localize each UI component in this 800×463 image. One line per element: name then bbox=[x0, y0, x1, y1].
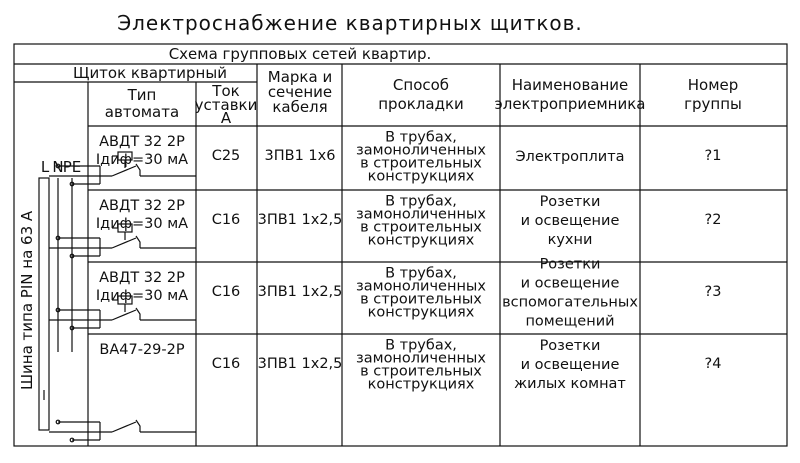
breaker-type-label: Iдиф=30 мА bbox=[95, 216, 189, 232]
laying-method: конструкциях bbox=[367, 168, 475, 185]
header-group-1: Номер bbox=[687, 76, 739, 94]
laying-method: В трубах, bbox=[385, 337, 457, 354]
receiver-name: Розетки bbox=[539, 256, 601, 273]
conductor-label-pe: PE bbox=[62, 158, 82, 176]
header-receiver-2: электроприемника bbox=[494, 95, 646, 113]
breaker-type-label: АВДТ 32 2Р bbox=[99, 270, 185, 286]
receiver-name: жилых комнат bbox=[514, 376, 626, 392]
breaker-type-label: АВДТ 32 2Р bbox=[99, 198, 185, 214]
group-number: ?1 bbox=[704, 148, 722, 164]
group-number: ?2 bbox=[704, 212, 722, 228]
scheme-title: Схема групповых сетей квартир. bbox=[168, 45, 432, 63]
contact-blade bbox=[112, 238, 136, 248]
cable-type: 3ПВ1 1х2,5 bbox=[257, 356, 343, 372]
contact-blade bbox=[112, 310, 136, 320]
receiver-name: помещений bbox=[525, 313, 615, 330]
laying-method: в строительных bbox=[360, 155, 482, 172]
group-number: ?4 bbox=[704, 356, 722, 372]
header-current-3: А bbox=[220, 109, 232, 127]
laying-method: конструкциях bbox=[367, 304, 475, 321]
cable-type: 3ПВ1 1х6 bbox=[264, 148, 336, 164]
header-cable-2: сечение bbox=[267, 83, 333, 101]
current-rating: C16 bbox=[211, 356, 241, 372]
current-rating: C25 bbox=[211, 148, 241, 164]
header-method-1: Способ bbox=[392, 76, 450, 94]
table-row bbox=[96, 257, 722, 330]
header-receiver-1: Наименование bbox=[511, 76, 629, 94]
laying-method: замоноличенных bbox=[356, 142, 486, 159]
table-row bbox=[96, 194, 722, 249]
breaker-type-label: АВДТ 32 2Р bbox=[99, 134, 185, 150]
header-current-1: Ток bbox=[212, 82, 240, 100]
receiver-name: вспомогательных bbox=[502, 294, 638, 311]
table-row bbox=[99, 338, 721, 393]
laying-method: в строительных bbox=[360, 291, 482, 308]
current-rating: C16 bbox=[211, 212, 241, 228]
busbar-label: Шина типа PIN на 63 А bbox=[18, 210, 36, 390]
laying-method: замоноличенных bbox=[356, 278, 486, 295]
laying-method: в строительных bbox=[360, 219, 482, 236]
contact-blade bbox=[112, 422, 136, 432]
header-method-2: прокладки bbox=[378, 95, 464, 113]
header-cable-3: кабеля bbox=[272, 98, 328, 116]
laying-method: В трубах, bbox=[385, 129, 457, 146]
laying-method: в строительных bbox=[360, 363, 482, 380]
laying-method: конструкциях bbox=[367, 376, 475, 393]
breaker-symbol bbox=[49, 420, 196, 442]
drawing-title: Электроснабжение квартирных щитков. bbox=[117, 11, 583, 35]
laying-method: В трубах, bbox=[385, 265, 457, 282]
laying-method: В трубах, bbox=[385, 193, 457, 210]
cable-type: 3ПВ1 1х2,5 bbox=[257, 212, 343, 228]
receiver-name: Электроплита bbox=[515, 149, 625, 165]
receiver-name: и освещение bbox=[520, 213, 620, 229]
current-rating: C16 bbox=[211, 284, 241, 300]
table-rows bbox=[96, 130, 722, 393]
receiver-name: и освещение bbox=[520, 357, 620, 373]
group-number: ?3 bbox=[704, 284, 722, 300]
cable-type: 3ПВ1 1х2,5 bbox=[257, 284, 343, 300]
receiver-name: Розетки bbox=[539, 338, 601, 354]
header-cable-1: Марка и bbox=[267, 68, 333, 86]
panel-label: Щиток квартирный bbox=[73, 64, 227, 82]
contact-hook bbox=[136, 420, 140, 432]
busbar-wiring bbox=[39, 178, 72, 430]
conductor-label-n: N bbox=[52, 158, 64, 176]
receiver-name: и освещение bbox=[520, 275, 620, 292]
breaker-type-label: Iдиф=30 мА bbox=[95, 152, 189, 168]
laying-method: замоноличенных bbox=[356, 206, 486, 223]
conductor-label-l: L bbox=[40, 158, 50, 176]
contact-hook bbox=[136, 308, 140, 320]
laying-method: конструкциях bbox=[367, 232, 475, 249]
breaker-type-label: ВА47-29-2Р bbox=[99, 342, 185, 358]
laying-method: замоноличенных bbox=[356, 350, 486, 367]
receiver-name: Розетки bbox=[539, 194, 601, 210]
receiver-name: кухни bbox=[547, 232, 593, 248]
header-breaker-type-2: автомата bbox=[104, 103, 180, 121]
header-current-2: уставки bbox=[194, 96, 258, 114]
contact-hook bbox=[136, 236, 140, 248]
breaker-type-label: Iдиф=30 мА bbox=[95, 288, 189, 304]
header-group-2: группы bbox=[684, 95, 742, 113]
header-breaker-type-1: Тип bbox=[127, 86, 157, 104]
